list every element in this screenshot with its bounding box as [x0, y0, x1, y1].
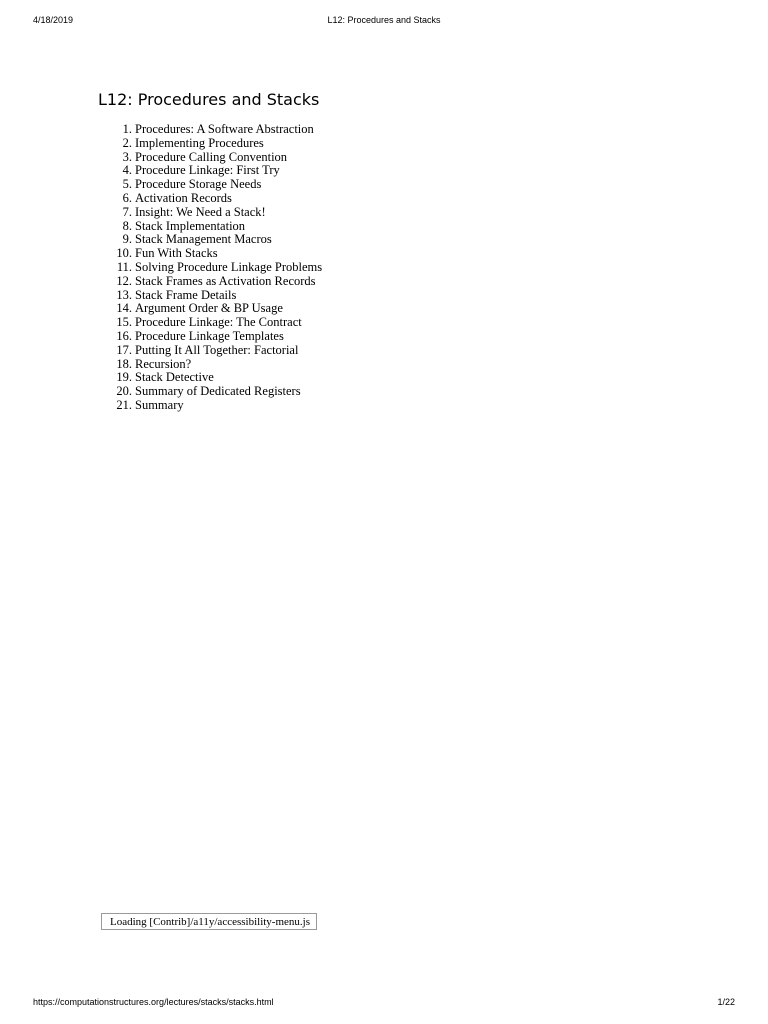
toc-item-number: 9. [122, 232, 132, 247]
toc-item-number: 4. [122, 163, 132, 178]
page-url: https://computationstructures.org/lectures/stacks/stacks.html [33, 997, 274, 1007]
toc-item [0, 344, 500, 358]
toc-item-link[interactable]: Fun With Stacks [135, 246, 218, 261]
toc-item-link[interactable]: Procedure Linkage: The Contract [135, 315, 302, 330]
page-number: 1/22 [717, 997, 735, 1007]
toc-item [0, 247, 500, 261]
toc-item-link[interactable]: Procedure Linkage: First Try [135, 163, 280, 178]
toc-item-number: 7. [122, 204, 132, 219]
toc-item-link[interactable]: Procedure Linkage Templates [135, 328, 284, 343]
toc-item [0, 220, 500, 234]
toc-item-link[interactable]: Stack Frame Details [135, 287, 237, 302]
toc-item [0, 233, 500, 247]
toc-item [0, 385, 500, 399]
toc-item [0, 371, 500, 385]
toc-item [0, 178, 500, 192]
page-title: L12: Procedures and Stacks [98, 90, 320, 109]
mathjax-loading-message: Loading [Contrib]/a11y/accessibility-menu.js [101, 913, 317, 930]
toc-item [0, 316, 500, 330]
toc-item-link[interactable]: Procedure Storage Needs [135, 177, 262, 192]
toc-item-number: 5. [122, 177, 132, 192]
toc-item [0, 206, 500, 220]
toc-item-link[interactable]: Recursion? [135, 356, 192, 371]
toc-item-number: 20. [116, 384, 132, 399]
toc-item-number: 6. [122, 190, 132, 205]
toc-item [0, 151, 500, 165]
toc-item-link[interactable]: Argument Order & BP Usage [135, 301, 283, 316]
toc-item [0, 289, 500, 303]
toc-item-number: 11. [116, 259, 132, 274]
toc-item-number: 16. [116, 328, 132, 343]
toc-item-link[interactable]: Stack Detective [135, 370, 214, 385]
toc-item-link[interactable]: Summary [135, 397, 184, 412]
toc-item-link[interactable]: Implementing Procedures [135, 135, 264, 150]
toc-item [0, 399, 500, 413]
toc-item-link[interactable]: Insight: We Need a Stack! [135, 204, 266, 219]
toc-item-number: 10. [116, 246, 132, 261]
toc-item [0, 330, 500, 344]
toc-item-number: 2. [122, 135, 132, 150]
toc-item [0, 275, 500, 289]
toc-item-link[interactable]: Procedure Calling Convention [135, 149, 288, 164]
toc-item [0, 137, 500, 151]
toc-item-link[interactable]: Putting It All Together: Factorial [135, 342, 299, 357]
toc-item [0, 192, 500, 206]
toc-item-number: 15. [116, 315, 132, 330]
toc-item-number: 8. [122, 218, 132, 233]
toc-item-link[interactable]: Summary of Dedicated Registers [135, 384, 301, 399]
table-of-contents [0, 123, 500, 413]
toc-item-link[interactable]: Stack Frames as Activation Records [135, 273, 316, 288]
toc-item-link[interactable]: Stack Implementation [135, 218, 246, 233]
toc-item [0, 123, 500, 137]
toc-item-number: 17. [116, 342, 132, 357]
print-footer [0, 997, 768, 1009]
toc-item [0, 164, 500, 178]
toc-item-number: 18. [116, 356, 132, 371]
print-page-title: L12: Procedures and Stacks [327, 15, 441, 25]
print-header [0, 15, 768, 27]
toc-item-number: 3. [122, 149, 132, 164]
toc-item-link[interactable]: Solving Procedure Linkage Problems [135, 259, 323, 274]
toc-item-link[interactable]: Procedures: A Software Abstraction [135, 122, 314, 136]
print-date: 4/18/2019 [33, 15, 74, 25]
toc-item-number: 1. [122, 122, 132, 136]
toc-item [0, 358, 500, 372]
toc-item-number: 14. [116, 301, 132, 316]
toc-item-number: 12. [116, 273, 132, 288]
toc-item-number: 19. [116, 370, 132, 385]
toc-item-link[interactable]: Activation Records [135, 190, 232, 205]
toc-item [0, 261, 500, 275]
toc-item [0, 302, 500, 316]
toc-item-number: 21. [116, 397, 132, 412]
toc-item-number: 13. [116, 287, 132, 302]
toc-item-link[interactable]: Stack Management Macros [135, 232, 272, 247]
